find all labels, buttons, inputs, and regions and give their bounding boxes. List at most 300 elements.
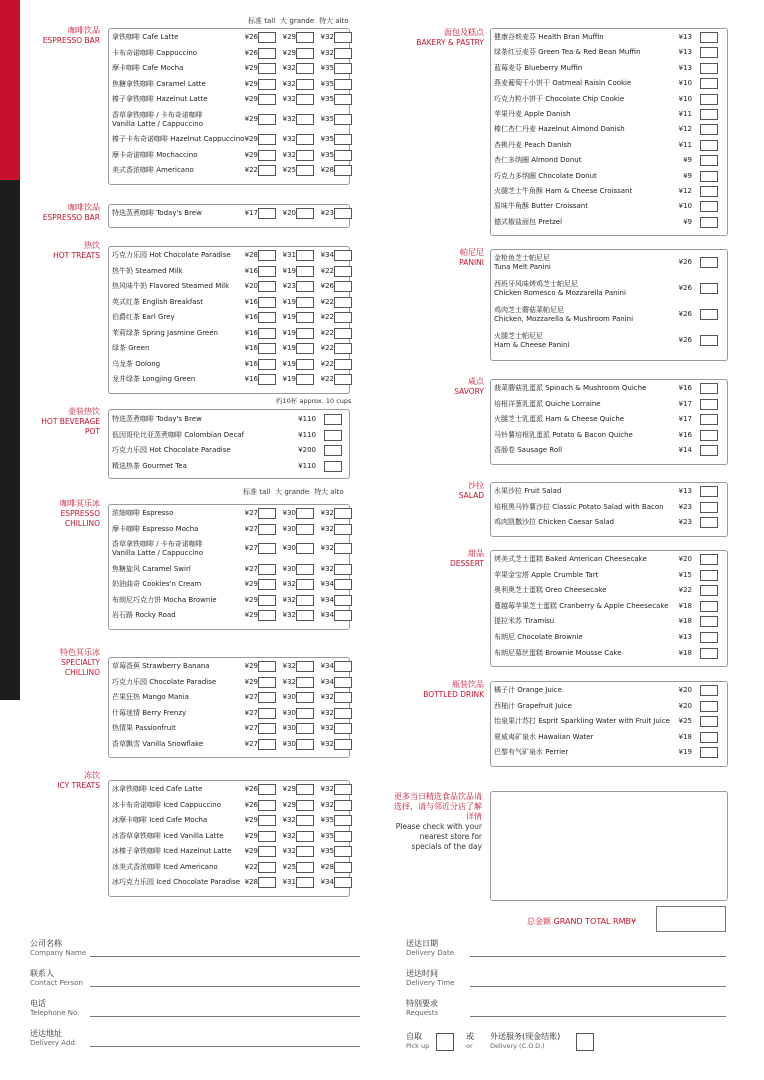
- quantity-box[interactable]: [334, 661, 352, 672]
- phone-field[interactable]: [90, 1016, 360, 1017]
- item-name: 巧克力粒小饼干 Chocolate Chip Cookie: [494, 94, 625, 103]
- quantity-box[interactable]: [334, 328, 352, 339]
- quantity-box[interactable]: [296, 79, 314, 90]
- quantity-box[interactable]: [700, 430, 718, 441]
- quantity-box[interactable]: [296, 815, 314, 826]
- quantity-box[interactable]: [334, 692, 352, 703]
- price-3: ¥22: [320, 375, 334, 383]
- price-2: ¥19: [282, 375, 296, 383]
- category-dessert: [388, 549, 484, 569]
- quantity-box[interactable]: [700, 171, 718, 182]
- contact-label: 联系人 Contact Person: [30, 969, 83, 987]
- quantity-box[interactable]: [334, 359, 352, 370]
- quantity-box[interactable]: [296, 784, 314, 795]
- quantity-box[interactable]: [296, 114, 314, 125]
- grand-total-field[interactable]: [656, 906, 726, 932]
- menu-row: [112, 580, 349, 589]
- quantity-box[interactable]: [258, 343, 276, 354]
- menu-row: [494, 555, 727, 564]
- quantity-box[interactable]: [296, 708, 314, 719]
- quantity-box[interactable]: [258, 297, 276, 308]
- quantity-box[interactable]: [324, 445, 342, 456]
- quantity-box[interactable]: [258, 114, 276, 125]
- item-name: 摩卡奇诺咖啡 Mochaccino: [112, 150, 198, 159]
- quantity-box[interactable]: [700, 335, 718, 346]
- quantity-box[interactable]: [334, 63, 352, 74]
- quantity-box[interactable]: [258, 208, 276, 219]
- price-2: ¥32: [282, 95, 296, 103]
- price-3: ¥26: [320, 282, 334, 290]
- menu-row: [112, 509, 349, 518]
- menu-row: [494, 79, 727, 88]
- price-2: ¥31: [282, 878, 296, 886]
- price-1: ¥16: [244, 313, 258, 321]
- menu-box-bottled: [490, 681, 728, 767]
- menu-row: [112, 540, 349, 558]
- item-name: 杏仁多纳圈 Almond Donut: [494, 156, 582, 165]
- price: ¥19: [678, 748, 692, 756]
- price: ¥15: [678, 570, 692, 579]
- quantity-box[interactable]: [334, 343, 352, 354]
- menu-row: [112, 565, 349, 574]
- quantity-box[interactable]: [296, 134, 314, 145]
- quantity-box[interactable]: [334, 134, 352, 145]
- quantity-box[interactable]: [296, 579, 314, 590]
- price: ¥110: [298, 461, 316, 470]
- quantity-box[interactable]: [700, 94, 718, 105]
- quantity-box[interactable]: [258, 708, 276, 719]
- quantity-box[interactable]: [700, 732, 718, 743]
- menu-row: [494, 446, 727, 455]
- quantity-box[interactable]: [700, 502, 718, 513]
- price-3: ¥34: [320, 580, 334, 588]
- quantity-box[interactable]: [258, 564, 276, 575]
- price-3: ¥34: [320, 878, 334, 886]
- quantity-box[interactable]: [334, 677, 352, 688]
- quantity-box[interactable]: [334, 862, 352, 873]
- quantity-box[interactable]: [296, 862, 314, 873]
- pickup-checkbox[interactable]: [436, 1033, 454, 1051]
- price-3: ¥35: [320, 150, 334, 159]
- price: ¥26: [678, 336, 692, 344]
- quantity-box[interactable]: [258, 815, 276, 826]
- quantity-box[interactable]: [258, 79, 276, 90]
- category-en: ESPRESSO BAR: [42, 36, 100, 45]
- quantity-box[interactable]: [334, 708, 352, 719]
- category-cn: 甜品: [468, 549, 484, 558]
- quantity-box[interactable]: [258, 266, 276, 277]
- category-bottled: [388, 680, 484, 700]
- quantity-box[interactable]: [334, 815, 352, 826]
- price-1: ¥17: [244, 209, 258, 217]
- quantity-box[interactable]: [296, 312, 314, 323]
- item-name: 芒果狂热 Mango Mania: [112, 693, 189, 701]
- price-2: ¥19: [282, 328, 296, 337]
- item-name: 西班牙风味烤鸡芝士帕尼尼: [494, 280, 578, 288]
- quantity-box[interactable]: [258, 595, 276, 606]
- quantity-box[interactable]: [296, 508, 314, 519]
- quantity-box[interactable]: [296, 250, 314, 261]
- quantity-box[interactable]: [258, 610, 276, 621]
- price-3: ¥22: [320, 297, 334, 306]
- quantity-box[interactable]: [296, 297, 314, 308]
- quantity-box[interactable]: [258, 579, 276, 590]
- quantity-box[interactable]: [700, 601, 718, 612]
- item-name: 焦糖拿铁咖啡 Caramel Latte: [112, 79, 206, 88]
- price-2: ¥32: [282, 611, 296, 619]
- price-1: ¥26: [244, 785, 258, 793]
- quantity-box[interactable]: [700, 585, 718, 596]
- quantity-box[interactable]: [258, 831, 276, 842]
- item-name: 巧克力乐园 Chocolate Paradise: [112, 677, 217, 686]
- delivery-time-field[interactable]: [470, 986, 726, 987]
- quantity-box[interactable]: [296, 800, 314, 811]
- quantity-box[interactable]: [258, 94, 276, 105]
- menu-row: [112, 446, 349, 455]
- quantity-box[interactable]: [258, 359, 276, 370]
- price: ¥9: [683, 171, 692, 180]
- size-header-top: 标准 tall 大 grande 特大 alto: [248, 17, 349, 25]
- menu-box-panini: [490, 249, 728, 361]
- price-3: ¥32: [320, 785, 334, 793]
- item-name: 培根洋葱乳蛋派 Quiche Lorraine: [494, 399, 601, 408]
- quantity-box[interactable]: [334, 564, 352, 575]
- menu-row: [112, 80, 349, 89]
- quantity-box[interactable]: [700, 155, 718, 166]
- quantity-box[interactable]: [334, 250, 352, 261]
- category-en: PANINI: [459, 258, 484, 267]
- quantity-box[interactable]: [700, 109, 718, 120]
- price-1: ¥16: [244, 328, 258, 337]
- price-3: ¥22: [320, 344, 334, 352]
- price-3: ¥35: [320, 114, 334, 123]
- quantity-box[interactable]: [334, 150, 352, 161]
- quantity-box[interactable]: [334, 800, 352, 811]
- price-2: ¥30: [282, 544, 296, 552]
- quantity-box[interactable]: [700, 570, 718, 581]
- quantity-box[interactable]: [334, 266, 352, 277]
- category-espresso: [24, 26, 100, 46]
- price-1: ¥29: [244, 831, 258, 840]
- category-panini: [388, 248, 484, 268]
- quantity-box[interactable]: [700, 517, 718, 528]
- menu-row: [494, 571, 727, 580]
- item-name: 乌龙茶 Oolong: [112, 359, 161, 368]
- quantity-box[interactable]: [258, 32, 276, 43]
- quantity-box[interactable]: [700, 701, 718, 712]
- item-name: 培根黑马铃薯沙拉 Classic Potato Salad with Bacon: [494, 502, 664, 511]
- quantity-box[interactable]: [700, 201, 718, 212]
- quantity-box[interactable]: [334, 543, 352, 554]
- delivery-checkbox[interactable]: [576, 1033, 594, 1051]
- quantity-box[interactable]: [258, 63, 276, 74]
- price-2: ¥29: [282, 785, 296, 793]
- item-name: 苹果丹麦 Apple Danish: [494, 110, 571, 118]
- menu-row: [112, 111, 349, 129]
- quantity-box[interactable]: [700, 616, 718, 627]
- quantity-box[interactable]: [334, 784, 352, 795]
- contact-field[interactable]: [90, 986, 360, 987]
- item-name: 奶油曲奇 Cookies'n Cream: [112, 580, 202, 588]
- quantity-box[interactable]: [258, 692, 276, 703]
- quantity-box[interactable]: [700, 257, 718, 268]
- menu-row: [112, 525, 349, 534]
- item-name: 布朗尼慕丝蛋糕 Brownie Mousse Cake: [494, 648, 622, 657]
- quantity-box[interactable]: [334, 281, 352, 292]
- quantity-box[interactable]: [334, 846, 352, 857]
- quantity-box[interactable]: [296, 208, 314, 219]
- quantity-box[interactable]: [296, 564, 314, 575]
- price-2: ¥32: [282, 79, 296, 88]
- quantity-box[interactable]: [334, 374, 352, 385]
- quantity-box[interactable]: [334, 508, 352, 519]
- menu-row: [112, 693, 349, 702]
- quantity-box[interactable]: [700, 309, 718, 320]
- price-3: ¥32: [320, 524, 334, 533]
- price: ¥12: [678, 125, 692, 134]
- item-name: 冰香草拿铁咖啡 Iced Vanilla Latte: [112, 831, 224, 840]
- quantity-box[interactable]: [334, 94, 352, 105]
- price-3: ¥32: [320, 693, 334, 701]
- category-chillino: [24, 499, 100, 529]
- price-2: ¥23: [282, 282, 296, 290]
- quantity-box[interactable]: [296, 150, 314, 161]
- item-name: 巴黎有气矿泉水 Perrier: [494, 748, 569, 756]
- menu-row: [494, 748, 727, 757]
- quantity-box[interactable]: [296, 661, 314, 672]
- quantity-box[interactable]: [258, 846, 276, 857]
- price: ¥14: [678, 446, 692, 454]
- quantity-box[interactable]: [700, 716, 718, 727]
- price: ¥13: [678, 48, 692, 57]
- requests-field[interactable]: [470, 1016, 726, 1017]
- quantity-box[interactable]: [700, 486, 718, 497]
- price: ¥18: [678, 648, 692, 657]
- price: ¥110: [298, 415, 316, 423]
- category-en: BAKERY & PASTRY: [416, 38, 484, 47]
- quantity-box[interactable]: [334, 739, 352, 750]
- price-2: ¥31: [282, 251, 296, 259]
- price-2: ¥30: [282, 708, 296, 717]
- quantity-box[interactable]: [700, 186, 718, 197]
- quantity-box[interactable]: [700, 63, 718, 74]
- price-1: ¥27: [244, 708, 258, 717]
- quantity-box[interactable]: [258, 877, 276, 888]
- item-name: 岩石路 Rocky Road: [112, 611, 176, 619]
- quantity-box[interactable]: [258, 739, 276, 750]
- category-en: SALAD: [458, 491, 484, 500]
- company-field[interactable]: [90, 956, 360, 957]
- price-1: ¥27: [244, 509, 258, 517]
- quantity-box[interactable]: [324, 414, 342, 425]
- quantity-box[interactable]: [258, 281, 276, 292]
- quantity-box[interactable]: [258, 800, 276, 811]
- quantity-box[interactable]: [296, 48, 314, 59]
- quantity-box[interactable]: [700, 78, 718, 89]
- quantity-box[interactable]: [296, 524, 314, 535]
- quantity-box[interactable]: [334, 524, 352, 535]
- quantity-box[interactable]: [258, 165, 276, 176]
- quantity-box[interactable]: [296, 343, 314, 354]
- item-name: 香草飘雪 Vanilla Snowflake: [112, 739, 204, 748]
- item-name: 奥利奥芝士蛋糕 Oreo Cheesecake: [494, 586, 607, 595]
- quantity-box[interactable]: [296, 831, 314, 842]
- quantity-box[interactable]: [334, 208, 352, 219]
- quantity-box[interactable]: [258, 784, 276, 795]
- category-cn: 帕尼尼: [460, 248, 484, 257]
- quantity-box[interactable]: [700, 685, 718, 696]
- quantity-box[interactable]: [700, 747, 718, 758]
- item-name: 草莓香蕉 Strawberry Banana: [112, 662, 210, 670]
- item-name: 巧克力乐园 Hot Chocolate Paradise: [112, 446, 231, 454]
- quantity-box[interactable]: [296, 677, 314, 688]
- quantity-box[interactable]: [334, 831, 352, 842]
- quantity-box[interactable]: [296, 739, 314, 750]
- quantity-box[interactable]: [334, 48, 352, 59]
- quantity-box[interactable]: [334, 877, 352, 888]
- price-1: ¥29: [244, 95, 258, 103]
- address-field[interactable]: [90, 1046, 360, 1047]
- pickup-label: 自取 Pick up: [406, 1032, 430, 1050]
- price-1: ¥22: [244, 166, 258, 174]
- price: ¥25: [678, 717, 692, 725]
- menu-row: [112, 151, 349, 160]
- quantity-box[interactable]: [296, 692, 314, 703]
- price-3: ¥34: [320, 611, 334, 619]
- item-name: 燕麦葡萄干小饼干 Oatmeal Raisin Cookie: [494, 79, 632, 88]
- price: ¥11: [678, 140, 692, 149]
- quantity-box[interactable]: [258, 723, 276, 734]
- quantity-box[interactable]: [296, 63, 314, 74]
- price-3: ¥22: [320, 313, 334, 321]
- quantity-box[interactable]: [334, 595, 352, 606]
- menu-row: [112, 662, 349, 671]
- price-2: ¥32: [282, 150, 296, 159]
- menu-row: [494, 415, 727, 424]
- pot-note: 约10杯 approx. 10 cups: [276, 397, 352, 405]
- quantity-box[interactable]: [700, 217, 718, 228]
- quantity-box[interactable]: [296, 359, 314, 370]
- quantity-box[interactable]: [258, 312, 276, 323]
- price: ¥26: [678, 258, 692, 266]
- quantity-box[interactable]: [258, 150, 276, 161]
- quantity-box[interactable]: [296, 328, 314, 339]
- quantity-box[interactable]: [296, 165, 314, 176]
- price-1: ¥27: [244, 724, 258, 732]
- quantity-box[interactable]: [334, 114, 352, 125]
- quantity-box[interactable]: [324, 461, 342, 472]
- quantity-box[interactable]: [258, 374, 276, 385]
- price-2: ¥32: [282, 580, 296, 588]
- price-3: ¥32: [320, 724, 334, 732]
- quantity-box[interactable]: [700, 648, 718, 659]
- item-name: 香肠卷 Sausage Roll: [494, 446, 563, 454]
- quantity-box[interactable]: [296, 723, 314, 734]
- category-cn: 咖啡饮品: [68, 203, 100, 212]
- quantity-box[interactable]: [334, 723, 352, 734]
- item-name-en: Ham & Cheese Panini: [494, 341, 570, 349]
- quantity-box[interactable]: [700, 414, 718, 425]
- quantity-box[interactable]: [296, 846, 314, 857]
- item-name: 西柚汁 Grapefruit Juice: [494, 701, 572, 710]
- quantity-box[interactable]: [700, 632, 718, 643]
- quantity-box[interactable]: [258, 543, 276, 554]
- quantity-box[interactable]: [324, 430, 342, 441]
- price-1: ¥29: [244, 677, 258, 686]
- quantity-box[interactable]: [700, 47, 718, 58]
- quantity-box[interactable]: [334, 297, 352, 308]
- quantity-box[interactable]: [296, 595, 314, 606]
- item-name: 火腿芝士牛角酥 Ham & Cheese Croissant: [494, 187, 633, 195]
- quantity-box[interactable]: [258, 48, 276, 59]
- category-cn: 冻饮: [84, 771, 100, 780]
- item-name: 英式红茶 English Breakfast: [112, 297, 204, 306]
- delivery-date-field[interactable]: [470, 956, 726, 957]
- quantity-box[interactable]: [700, 399, 718, 410]
- address-label: 送达地址 Delivery Add.: [30, 1029, 78, 1047]
- quantity-box[interactable]: [700, 445, 718, 456]
- quantity-box[interactable]: [334, 165, 352, 176]
- quantity-box[interactable]: [700, 554, 718, 565]
- specials-box[interactable]: [490, 791, 728, 901]
- category-en: ESPRESSO BAR: [42, 213, 100, 222]
- quantity-box[interactable]: [296, 32, 314, 43]
- quantity-box[interactable]: [296, 877, 314, 888]
- quantity-box[interactable]: [258, 862, 276, 873]
- item-name: 榛子卡布奇诺咖啡 Hazelnut Cappuccino: [112, 135, 245, 143]
- quantity-box[interactable]: [334, 79, 352, 90]
- quantity-box[interactable]: [296, 543, 314, 554]
- item-name: 苹果金宝塔 Apple Crumble Tart: [494, 570, 599, 579]
- quantity-box[interactable]: [258, 250, 276, 261]
- price-3: ¥22: [320, 359, 334, 368]
- price: ¥20: [678, 686, 692, 694]
- quantity-box[interactable]: [334, 312, 352, 323]
- quantity-box[interactable]: [258, 524, 276, 535]
- item-name: 马铃薯培根乳蛋派 Potato & Bacon Quiche: [494, 430, 633, 439]
- quantity-box[interactable]: [700, 124, 718, 135]
- quantity-box[interactable]: [296, 266, 314, 277]
- quantity-box[interactable]: [258, 508, 276, 519]
- quantity-box[interactable]: [296, 281, 314, 292]
- quantity-box[interactable]: [296, 610, 314, 621]
- quantity-box[interactable]: [700, 383, 718, 394]
- quantity-box[interactable]: [296, 374, 314, 385]
- quantity-box[interactable]: [334, 579, 352, 590]
- quantity-box[interactable]: [258, 328, 276, 339]
- quantity-box[interactable]: [700, 140, 718, 151]
- menu-row: [112, 611, 349, 620]
- quantity-box[interactable]: [700, 32, 718, 43]
- price-1: ¥29: [244, 847, 258, 855]
- item-name-en: Vanilla Latte / Cappuccino: [112, 119, 203, 128]
- quantity-box[interactable]: [334, 610, 352, 621]
- grand-total-label: 总金额 GRAND TOTAL RMB¥: [527, 917, 637, 926]
- menu-row: [112, 740, 349, 749]
- item-name: 特选蒸煮咖啡 Today's Brew: [112, 209, 202, 217]
- quantity-box[interactable]: [258, 134, 276, 145]
- quantity-box[interactable]: [334, 32, 352, 43]
- quantity-box[interactable]: [700, 283, 718, 294]
- menu-row: [494, 649, 727, 658]
- price: ¥18: [678, 617, 692, 626]
- quantity-box[interactable]: [258, 661, 276, 672]
- quantity-box[interactable]: [258, 677, 276, 688]
- item-name: 鸡肉芝士蘑菇菜帕尼尼: [494, 306, 564, 314]
- quantity-box[interactable]: [296, 94, 314, 105]
- price-3: ¥34: [320, 662, 334, 670]
- price: ¥23: [678, 502, 692, 511]
